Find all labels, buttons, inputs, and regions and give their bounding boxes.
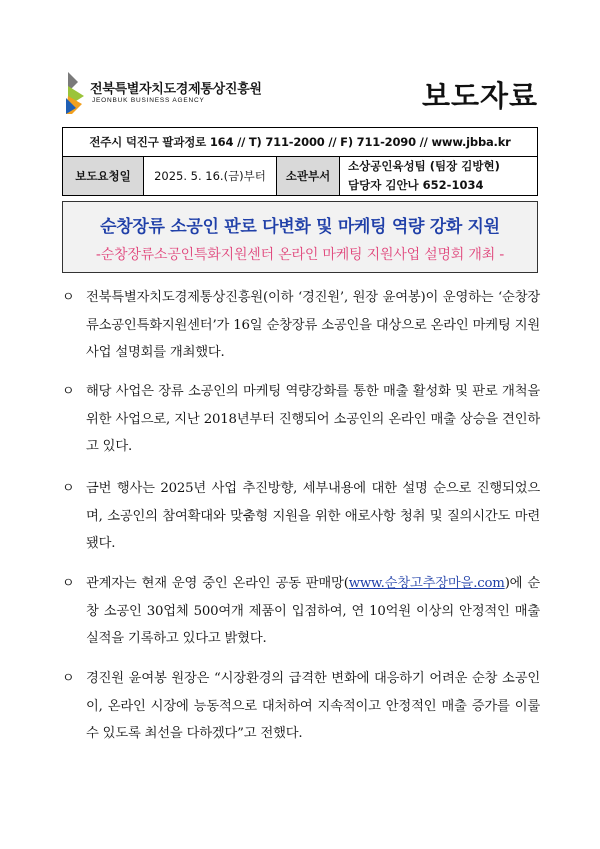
- department-team: 소상공인육성팀 (팀장 김방현): [348, 159, 500, 173]
- agency-logo: [62, 68, 312, 118]
- paragraph-3: [62, 475, 540, 558]
- paragraph-2: [62, 378, 540, 461]
- address-row: [63, 128, 538, 157]
- agency-logo-icon: [62, 68, 88, 116]
- headline-subtitle: -순창장류소공인특화지원센터 온라인 마케팅 지원사업 설명회 개최 -: [95, 247, 505, 263]
- bullet-icon: ㅇ: [62, 671, 75, 686]
- paragraph-text: 경진원 윤여봉 원장은 “시장환경의 급격한 변화에 대응하기 어려운 순창 소공인이, 온라인 시장에 능동적으로 대처하여 지속적이고 안정적인 매출 증가를 이룰 수 있도록 최선을 다하겠다”고 전했다.: [86, 671, 540, 741]
- org-name: 전북특별자치도경제통상진흥원: [90, 82, 262, 97]
- paragraph-5: [62, 665, 540, 748]
- online-mall-link[interactable]: www.순창고추장마을.com: [348, 576, 505, 591]
- department-value: [340, 157, 538, 196]
- paragraph-text: 해당 사업은 장류 소공인의 마케팅 역량강화를 통한 매출 활성화 및 판로 개척을 위한 사업으로, 지난 2018년부터 진행되어 소공인의 온라인 매출 상승을 견인하고 있다.: [86, 384, 540, 454]
- address-line: 전주시 덕진구 팔과정로 164 // T) 711-2000 // F) 711-2090 // www.jbba.kr: [63, 128, 538, 157]
- bullet-icon: ㅇ: [62, 481, 75, 496]
- org-name-english: JEONBUK BUSINESS AGENCY: [92, 97, 205, 104]
- paragraph-text-after-link: )에 순창 소공인 30업체 500여개 제품이 입점하여, 연 10억원 이상의 안정적인 매출실적을 기록하고 있다고 밝혔다.: [86, 576, 540, 646]
- release-date-value: 2025. 5. 16.(금)부터: [144, 157, 277, 196]
- bullet-icon: ㅇ: [62, 576, 75, 591]
- paragraph-1: [62, 284, 540, 367]
- bullet-icon: ㅇ: [62, 384, 75, 399]
- paragraph-4: [62, 570, 540, 653]
- bullet-icon: ㅇ: [62, 290, 75, 305]
- paragraph-text: [62, 570, 540, 653]
- department-label: 소관부서: [277, 157, 340, 196]
- headline-box: [62, 201, 538, 273]
- paragraph-text: 전북특별자치도경제통상진흥원(이하 ‘경진원’, 원장 윤여봉)이 운영하는 ‘순창장류소공인특화지원센터’가 16일 순창장류 소공인을 대상으로 온라인 마케팅 지원사업 설명회를 개최했다.: [86, 290, 540, 360]
- release-info-table: [62, 127, 538, 196]
- headline-title: 순창장류 소공인 판로 다변화 및 마케팅 역량 강화 지원: [100, 217, 500, 237]
- department-contact: 담당자 김안나 652-1034: [348, 178, 484, 192]
- paragraph-text: 금번 행사는 2025년 사업 추진방향, 세부내용에 대한 설명 순으로 진행되었으며, 소공인의 참여확대와 맞춤형 지원을 위한 애로사항 청취 및 질의시간도 마련됐다.: [86, 481, 540, 551]
- document-type-heading: 보도자료: [421, 79, 538, 113]
- paragraph-text-before-link: 관계자는 현재 운영 중인 온라인 공동 판매망(: [86, 576, 349, 591]
- release-date-label: 보도요청일: [63, 157, 144, 196]
- date-dept-row: [63, 157, 538, 196]
